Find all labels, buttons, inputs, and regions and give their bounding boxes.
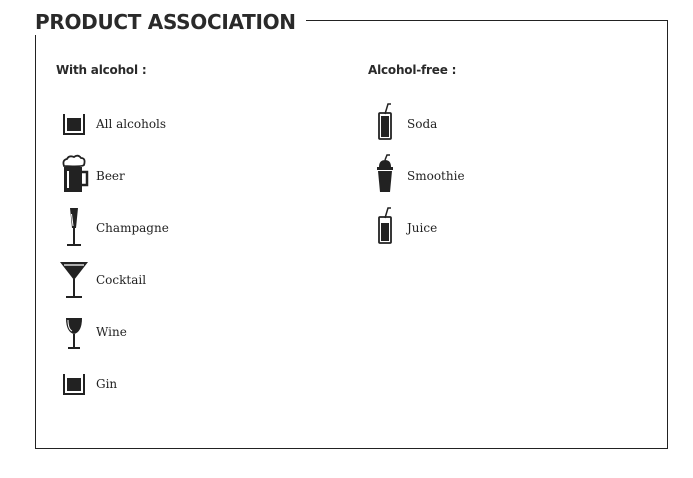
- item-wine[interactable]: [56, 306, 169, 358]
- tumbler-icon: [56, 102, 92, 146]
- item-label: Smoothie: [407, 169, 465, 183]
- item-label: All alcohols: [96, 117, 167, 131]
- item-label: Cocktail: [96, 273, 147, 287]
- item-juice[interactable]: [368, 202, 465, 254]
- item-label: Champagne: [96, 221, 169, 235]
- item-label: Soda: [407, 117, 438, 131]
- item-champagne[interactable]: [56, 202, 169, 254]
- juice-glass-straw-icon: [368, 206, 402, 250]
- item-all-alcohols[interactable]: [56, 98, 169, 150]
- wine-glass-icon: [56, 310, 92, 354]
- item-label: Beer: [96, 169, 125, 183]
- item-label: Gin: [96, 377, 118, 391]
- item-soda[interactable]: [368, 98, 465, 150]
- item-label: Wine: [96, 325, 127, 339]
- item-cocktail[interactable]: [56, 254, 169, 306]
- panel-title: PRODUCT ASSOCIATION: [35, 9, 306, 35]
- with-alcohol-column: [56, 62, 169, 410]
- champagne-flute-icon: [56, 206, 92, 250]
- smoothie-cup-icon: [368, 154, 402, 198]
- item-smoothie[interactable]: [368, 150, 465, 202]
- item-gin[interactable]: [56, 358, 169, 410]
- cocktail-glass-icon: [56, 258, 92, 302]
- tumbler-icon: [56, 362, 92, 406]
- item-beer[interactable]: [56, 150, 169, 202]
- alcohol-free-column: [368, 62, 465, 254]
- with-alcohol-heading: With alcohol :: [56, 63, 147, 77]
- beer-mug-icon: [56, 154, 92, 198]
- soda-glass-straw-icon: [368, 102, 402, 146]
- item-label: Juice: [407, 221, 438, 235]
- alcohol-free-heading: Alcohol-free :: [368, 63, 457, 77]
